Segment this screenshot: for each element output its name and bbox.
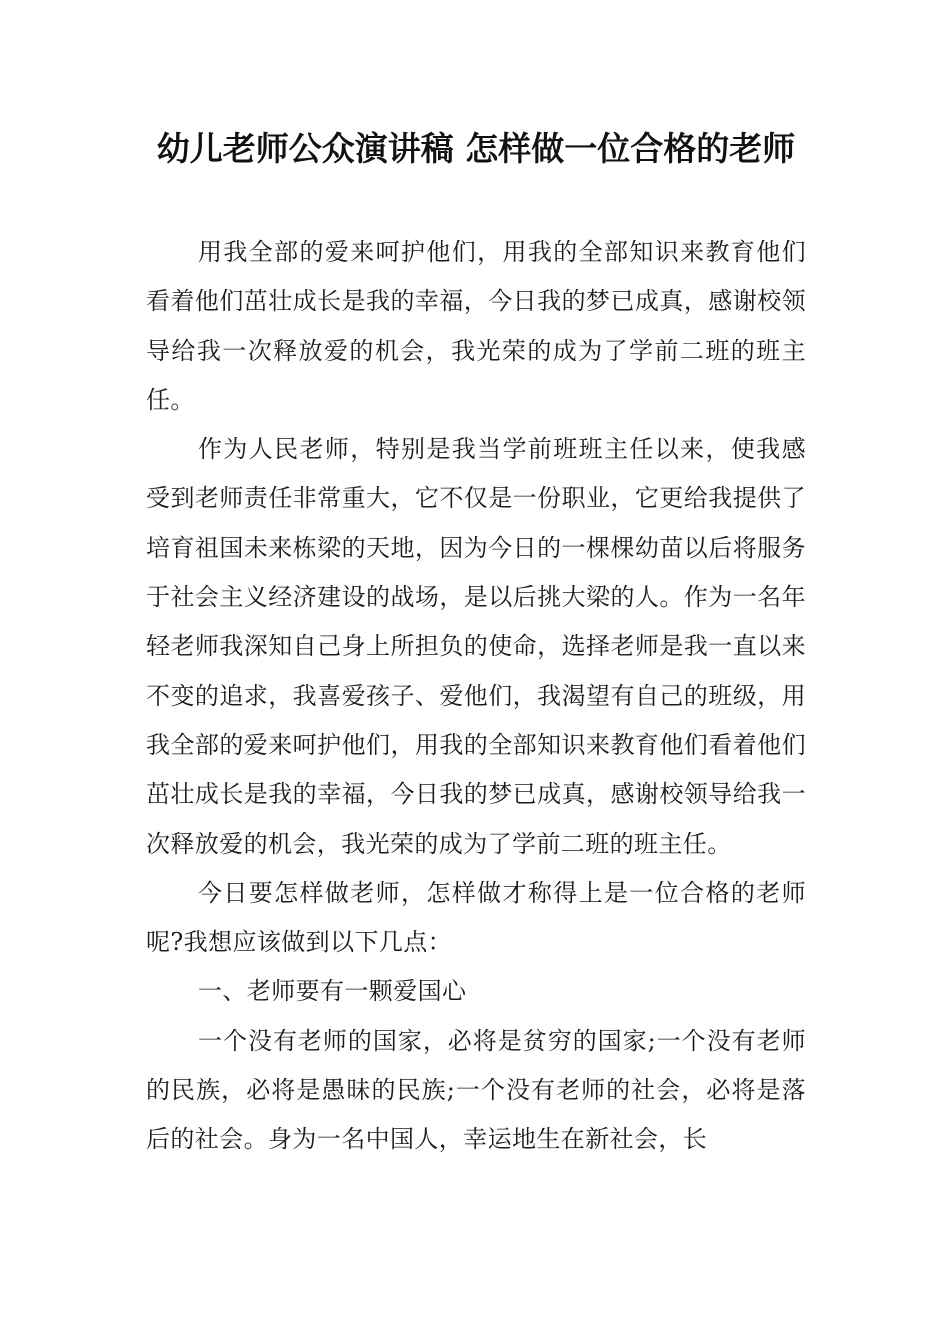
paragraph: 用我全部的爱来呵护他们，用我的全部知识来教育他们看着他们茁壮成长是我的幸福，今日我的梦已成真，感谢校领导给我一次释放爱的机会，我光荣的成为了学前二班的班主任。: [146, 238, 806, 414]
paragraph: 作为人民老师，特别是我当学前班班主任以来，使我感受到老师责任非常重大，它不仅是一份职业，它更给我提供了培育祖国未来栋梁的天地，因为今日的一棵棵幼苗以后将服务于社会主义经济建设的战场，是以后挑大梁的人。作为一名年轻老师我深知自己身上所担负的使命，选择老师是我一直以来不变的追求，我喜爱孩子、爱他们，我渴望有自己的班级，用我全部的爱来呵护他们，用我的全部知识来教育他们看着他们茁壮成长是我的幸福，今日我的梦已成真，感谢校领导给我一次释放爱的机会，我光荣的成为了学前二班的班主任。: [146, 435, 806, 858]
section-heading: 一、老师要有一颗爱国心: [198, 977, 467, 1006]
paragraph: 一个没有老师的国家，必将是贫穷的国家;一个没有老师的民族，必将是愚昧的民族;一个没有老师的社会，必将是落后的社会。身为一名中国人，幸运地生在新社会，长: [146, 1026, 806, 1154]
document-title: 幼儿老师公众演讲稿 怎样做一位合格的老师: [156, 129, 796, 168]
paragraph: 今日要怎样做老师，怎样做才称得上是一位合格的老师呢?我想应该做到以下几点：: [146, 878, 806, 957]
document-body: [146, 228, 806, 1165]
